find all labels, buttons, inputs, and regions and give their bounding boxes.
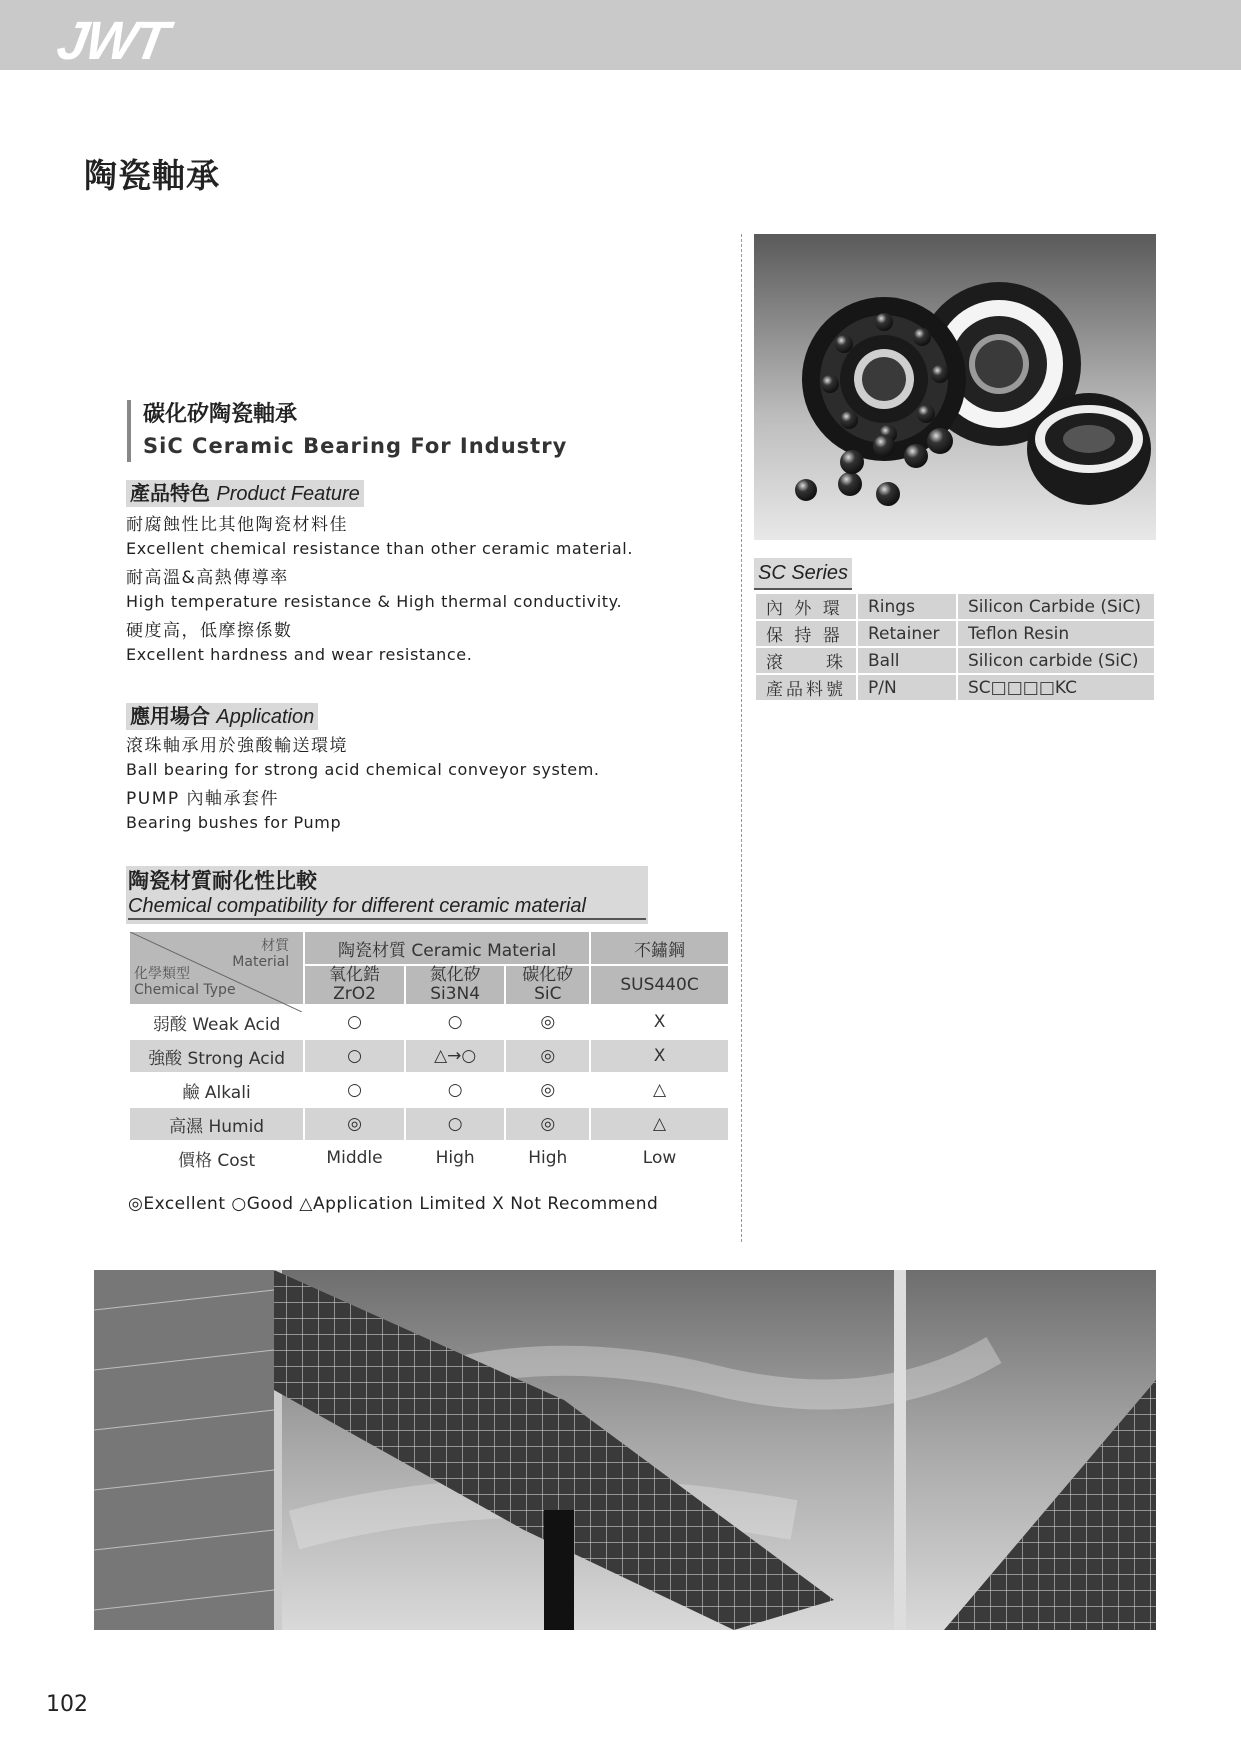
spec-label-zh: 保 持 器 [756,621,856,646]
sc-series-table [754,592,1156,702]
table-row [130,1040,728,1072]
table-row [756,621,1154,646]
bearing-photo [754,234,1156,540]
steel-group-header: 不鏽鋼 [591,932,728,964]
chemical-table [128,930,730,1176]
column-divider [741,234,742,1242]
cell: ◎ [540,1012,556,1032]
cell: ○ [347,1012,362,1032]
corner-material-label [232,938,289,970]
table-row [756,675,1154,700]
spec-value: Silicon carbide (SiC) [958,648,1154,673]
feature-item-zh: 硬度高，低摩擦係數 [126,621,293,641]
cell: ○ [447,1080,463,1100]
spec-value: Silicon Carbide (SiC) [958,594,1154,619]
spec-label-zh: 產品料號 [756,675,856,700]
application-heading-zh: 應用場合 [130,704,210,728]
cell: X [653,1012,666,1032]
corner-material-zh: 材質 [261,938,290,954]
ceramic-group-header: 陶瓷材質 Ceramic Material [305,932,589,964]
corner-chemical-label [134,966,236,998]
row-label: 鹼 Alkali [182,1082,251,1103]
jwt-logo: JWT [52,11,172,71]
cell: Middle [326,1148,383,1168]
solar-panel-photo [94,1270,1156,1630]
material-en: SiC [534,984,562,1004]
cell: ○ [305,1040,404,1072]
material-header [305,966,404,1004]
spec-value: SC□□□□KC [958,675,1154,700]
application-heading [126,703,318,730]
cell: △ [652,1080,667,1100]
spec-label-en: Retainer [858,621,956,646]
material-header: SUS440C [591,966,728,1004]
table-legend: ◎Excellent ○Good △Application Limited X Not Recommend [128,1194,659,1214]
material-en: ZrO2 [333,984,376,1004]
row-label: 強酸 Strong Acid [130,1040,303,1072]
feature-item-en: Excellent chemical resistance than other ceramic material. [126,539,634,558]
feature-heading [126,480,364,507]
spec-label-en: P/N [858,675,956,700]
cell: ○ [406,1108,505,1140]
corner-chemical-zh: 化學類型 [134,966,190,982]
table-row [130,1074,728,1106]
row-label: 弱酸 Weak Acid [152,1014,281,1035]
material-zh: 氧化鋯 [329,965,380,985]
cell: ◎ [540,1080,556,1100]
cell: ◎ [506,1108,589,1140]
material-zh: 碳化矽 [522,965,574,985]
header-band [0,0,1241,70]
spec-label-en: Rings [858,594,956,619]
material-header [406,966,505,1004]
table-row [130,1142,728,1174]
feature-heading-zh: 產品特色 [130,481,210,505]
table-row [756,594,1154,619]
corner-material-en: Material [232,954,290,970]
spec-label-zh: 滾 珠 [756,648,856,673]
section-title-en: SiC Ceramic Bearing For Industry [143,434,568,458]
material-en: Si3N4 [430,984,481,1004]
spec-label-zh: 內 外 環 [756,594,856,619]
page-number: 102 [46,1692,88,1717]
page-title: 陶瓷軸承 [84,156,220,195]
cell: X [591,1040,728,1072]
feature-item-zh: 耐高溫&高熱傳導率 [126,568,289,588]
cell: Low [642,1148,677,1168]
material-header [506,966,589,1004]
row-label: 價格 Cost [177,1150,256,1171]
cell: High [528,1148,568,1168]
chemical-heading-en: Chemical compatibility for different ceramic material [128,894,646,920]
feature-item-zh: 耐腐蝕性比其他陶瓷材料佳 [126,515,348,535]
row-label: 高濕 Humid [130,1108,303,1140]
cell: High [435,1148,475,1168]
feature-heading-en: Product Feature [216,483,360,505]
cell: △ [591,1108,728,1140]
feature-item-en: High temperature resistance & High thermal conductivity. [126,592,623,611]
feature-item-en: Excellent hardness and wear resistance. [126,645,473,664]
sc-series-heading: SC Series [754,558,852,590]
spec-label-en: Ball [858,648,956,673]
section-title [127,400,567,462]
application-item-en: Ball bearing for strong acid chemical conveyor system. [126,760,600,779]
corner-chemical-en: Chemical Type [134,982,236,998]
application-item-zh: 滾珠軸承用於強酸輸送環境 [126,736,348,756]
chemical-heading [126,866,648,924]
cell: ○ [347,1080,362,1100]
table-row [130,1108,728,1140]
table-row [756,648,1154,673]
cell: △→○ [406,1040,505,1072]
spec-value: Teflon Resin [958,621,1154,646]
application-item-zh: PUMP 內軸承套件 [126,789,280,809]
cell: ◎ [506,1040,589,1072]
section-title-zh: 碳化矽陶瓷軸承 [143,402,298,427]
cell: ○ [447,1012,463,1032]
table-corner-cell [130,932,303,1004]
application-heading-en: Application [216,706,315,728]
application-item-en: Bearing bushes for Pump [126,813,342,832]
chemical-heading-zh: 陶瓷材質耐化性比較 [128,869,317,893]
cell: ◎ [305,1108,404,1140]
material-zh: 氮化矽 [429,965,481,985]
